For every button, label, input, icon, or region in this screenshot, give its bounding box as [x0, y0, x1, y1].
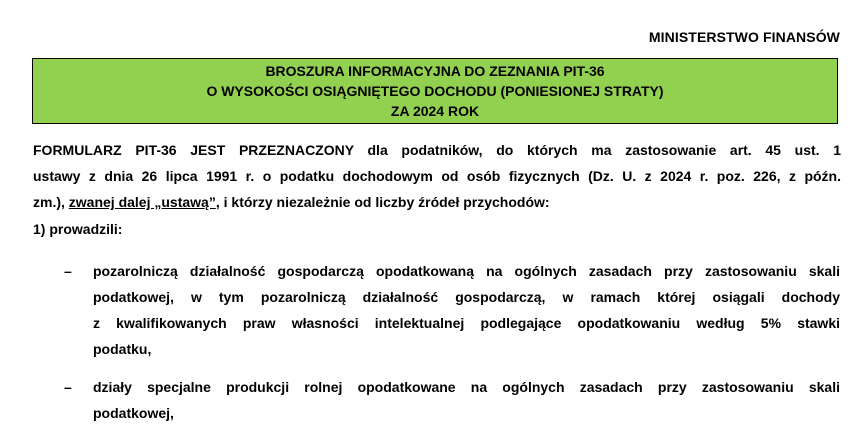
- dash-bullet: –: [64, 263, 72, 279]
- title-banner: [32, 58, 838, 124]
- dash-bullet: –: [64, 379, 72, 395]
- intro-paragraph: [33, 137, 841, 215]
- list-item-line: działy specjalne produkcji rolnej opodatkowane na ogólnych zasadach przy zastosowaniu skali: [93, 379, 840, 395]
- banner-title-line-1: BROSZURA INFORMACYJNA DO ZEZNANIA PIT-36: [265, 63, 605, 79]
- list-item-line: pozarolniczą działalność gospodarczą opodatkowaną na ogólnych zasadach przy zastosowaniu skali: [93, 263, 840, 279]
- list-item-line: podatku,: [93, 341, 152, 357]
- list-item-line: podatkowej,: [93, 405, 174, 421]
- banner-title-line-3: ZA 2024 ROK: [390, 103, 480, 119]
- banner-title-line-2: O WYSOKOŚCI OSIĄGNIĘTEGO DOCHODU (PONIESIONEJ STRATY): [206, 83, 664, 99]
- intro-line-3-start: zm.),: [33, 194, 69, 210]
- dash-list: [64, 258, 840, 426]
- intro-line-3-end: , i którzy niezależnie od liczby źródeł przychodów:: [215, 194, 550, 210]
- ministry-header: MINISTERSTWO FINANSÓW: [648, 29, 840, 45]
- list-item: [64, 374, 840, 426]
- intro-line-1: FORMULARZ PIT-36 JEST PRZEZNACZONY dla podatników, do których ma zastosowanie art. 45 ust. 1: [33, 142, 841, 158]
- list-item-line: podatkowej, w tym pozarolniczą działalność gospodarczą, w ramach której osiągali dochody: [93, 289, 840, 305]
- point-1-label: 1) prowadzili:: [33, 221, 123, 237]
- list-item: [64, 258, 840, 362]
- intro-line-2: ustawy z dnia 26 lipca 1991 r. o podatku dochodowym od osób fizycznych (Dz. U. z 2024 r. poz. 226, z późn.: [33, 168, 841, 184]
- intro-line-3: [33, 189, 841, 215]
- list-item-line: z kwalifikowanych praw własności intelektualnej podlegające opodatkowaniu według 5% stawki: [93, 315, 840, 331]
- intro-defined-term: zwanej dalej „ustawą”: [68, 194, 216, 210]
